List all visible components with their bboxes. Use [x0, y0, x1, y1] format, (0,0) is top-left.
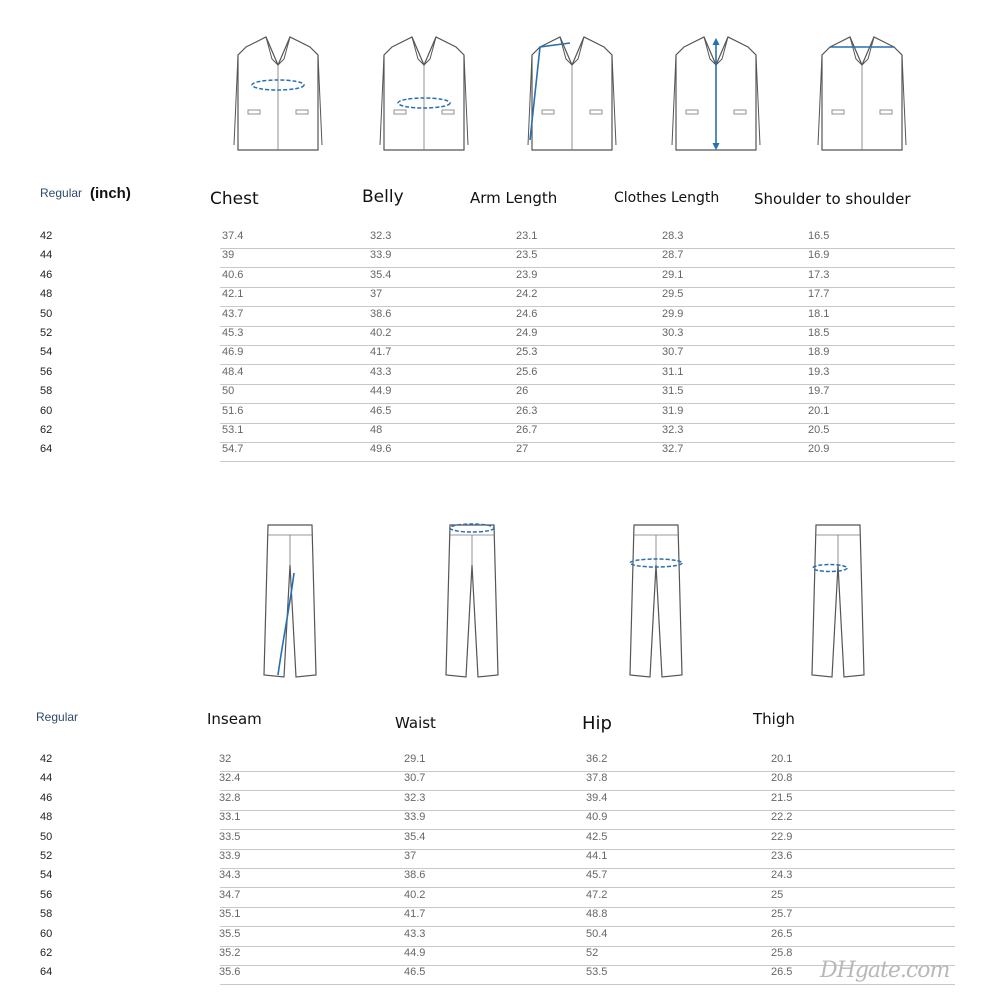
- size-label: 64: [40, 966, 53, 979]
- unit-label: (inch): [90, 185, 131, 202]
- table-row: [0, 346, 1000, 365]
- table-cell: 16.5: [808, 230, 830, 242]
- jacket-size-table: [0, 170, 1000, 470]
- table-cell: 40.2: [370, 327, 392, 339]
- table-cell: 51.6: [222, 404, 244, 417]
- table-cell: 48: [370, 424, 383, 436]
- table-row: [0, 792, 1000, 811]
- table-row: [0, 443, 1000, 462]
- table-cell: 33.5: [219, 830, 241, 843]
- size-label: 56: [40, 888, 53, 901]
- table-cell: 46.5: [404, 966, 426, 979]
- size-label: 46: [40, 268, 53, 281]
- table-cell: 28.7: [662, 249, 684, 262]
- table-cell: 44.1: [586, 850, 608, 862]
- table-cell: 25: [771, 888, 784, 901]
- size-label: 64: [40, 443, 53, 456]
- table-cell: 29.5: [662, 288, 684, 301]
- table-cell: 38.6: [404, 869, 426, 882]
- table-cell: 23.5: [516, 249, 538, 262]
- table-cell: 29.1: [662, 268, 684, 281]
- table-cell: 17.3: [808, 268, 830, 281]
- table-cell: 32: [219, 753, 232, 765]
- table-cell: 26.3: [516, 404, 538, 417]
- table-cell: 19.7: [808, 385, 830, 398]
- table-row: [0, 288, 1000, 307]
- table-cell: 35.1: [219, 908, 241, 921]
- table-cell: 35.2: [219, 947, 241, 959]
- table-cell: 30.3: [662, 327, 684, 339]
- row-divider: [220, 984, 955, 985]
- table-cell: 20.8: [771, 772, 793, 785]
- table-cell: 44.9: [404, 947, 426, 959]
- table-row: [0, 269, 1000, 288]
- table-cell: 20.1: [808, 404, 830, 417]
- header-shoulder: Shoulder to shoulder: [754, 190, 911, 208]
- header-clothes-length: Clothes Length: [614, 190, 720, 206]
- table-row: [0, 308, 1000, 327]
- table-row: [0, 869, 1000, 888]
- jacket-belly-icon: [380, 37, 468, 150]
- jacket-shoulder-icon: [818, 37, 906, 150]
- size-label: 58: [40, 385, 53, 398]
- table-cell: 26.7: [516, 424, 538, 436]
- table-cell: 29.9: [662, 307, 684, 320]
- table-cell: 23.6: [771, 850, 793, 862]
- pants-illustrations: [0, 515, 1000, 690]
- table-row: [0, 366, 1000, 385]
- table-cell: 42.1: [222, 288, 244, 301]
- table-row: [0, 831, 1000, 850]
- table-cell: 33.1: [219, 811, 241, 824]
- table-cell: 30.7: [662, 346, 684, 359]
- table-cell: 28.3: [662, 230, 684, 242]
- table-cell: 44.9: [370, 385, 392, 398]
- table-cell: 24.9: [516, 327, 538, 339]
- table-cell: 27: [516, 443, 529, 456]
- table-cell: 49.6: [370, 443, 392, 456]
- size-label: 58: [40, 908, 53, 921]
- row-divider: [220, 461, 955, 462]
- pants-hip-icon: [630, 525, 682, 677]
- pants-thigh-icon: [812, 525, 864, 677]
- header-arm-length: Arm Length: [470, 189, 558, 207]
- table-cell: 33.9: [219, 850, 241, 862]
- table-cell: 23.1: [516, 230, 538, 242]
- table-cell: 35.5: [219, 927, 241, 940]
- table-cell: 24.2: [516, 288, 538, 301]
- table-cell: 38.6: [370, 307, 392, 320]
- table-cell: 47.2: [586, 888, 608, 901]
- regular-label: Regular: [36, 710, 79, 724]
- table-cell: 18.9: [808, 346, 830, 359]
- size-label: 52: [40, 850, 53, 862]
- table-cell: 35.4: [370, 268, 392, 281]
- jacket-arm-length-icon: [528, 37, 616, 150]
- table-cell: 24.6: [516, 307, 538, 320]
- table-cell: 34.3: [219, 869, 241, 882]
- table-cell: 45.3: [222, 327, 244, 339]
- table-cell: 25.8: [771, 947, 793, 959]
- table-cell: 35.6: [219, 966, 241, 979]
- table-cell: 31.1: [662, 365, 684, 378]
- header-waist: Waist: [395, 714, 436, 732]
- table-cell: 43.7: [222, 307, 244, 320]
- table-cell: 18.1: [808, 307, 830, 320]
- table-row: [0, 908, 1000, 927]
- size-label: 52: [40, 327, 53, 339]
- table-cell: 45.7: [586, 869, 608, 882]
- table-cell: 41.7: [404, 908, 426, 921]
- table-cell: 25.7: [771, 908, 793, 921]
- table-cell: 40.9: [586, 811, 608, 824]
- size-label: 54: [40, 869, 53, 882]
- table-cell: 25.3: [516, 346, 538, 359]
- table-row: [0, 753, 1000, 772]
- size-label: 46: [40, 791, 53, 804]
- table-row: [0, 230, 1000, 249]
- watermark: DHgate.com: [820, 958, 950, 983]
- table-cell: 46.9: [222, 346, 244, 359]
- table-cell: 37.8: [586, 772, 608, 785]
- table-cell: 50.4: [586, 927, 608, 940]
- table-cell: 32.8: [219, 791, 241, 804]
- table-cell: 32.3: [404, 791, 426, 804]
- table-cell: 43.3: [404, 927, 426, 940]
- table-cell: 20.1: [771, 753, 793, 765]
- table-cell: 25.6: [516, 365, 538, 378]
- size-label: 48: [40, 811, 53, 824]
- table-cell: 50: [222, 385, 235, 398]
- table-cell: 39.4: [586, 791, 608, 804]
- table-cell: 48.4: [222, 365, 244, 378]
- size-label: 48: [40, 288, 53, 301]
- table-cell: 22.2: [771, 811, 793, 824]
- table-cell: 46.5: [370, 404, 392, 417]
- table-cell: 42.5: [586, 830, 608, 843]
- table-cell: 33.9: [404, 811, 426, 824]
- table-cell: 26: [516, 385, 529, 398]
- table-cell: 52: [586, 947, 599, 959]
- table-cell: 41.7: [370, 346, 392, 359]
- table-row: [0, 249, 1000, 268]
- size-label: 62: [40, 947, 53, 959]
- table-cell: 30.7: [404, 772, 426, 785]
- pants-inseam-icon: [264, 525, 316, 677]
- header-inseam: Inseam: [207, 710, 262, 728]
- table-row: [0, 811, 1000, 830]
- table-cell: 40.6: [222, 268, 244, 281]
- table-row: [0, 889, 1000, 908]
- table-cell: 35.4: [404, 830, 426, 843]
- jacket-illustrations: [0, 0, 1000, 160]
- table-cell: 37.4: [222, 230, 244, 242]
- size-label: 42: [40, 753, 53, 765]
- table-cell: 17.7: [808, 288, 830, 301]
- jacket-chest-icon: [234, 37, 322, 150]
- table-cell: 40.2: [404, 888, 426, 901]
- table-cell: 37: [404, 850, 417, 862]
- table-cell: 32.4: [219, 772, 241, 785]
- table-row: [0, 327, 1000, 346]
- pants-size-table: [0, 700, 1000, 1000]
- table-cell: 53.5: [586, 966, 608, 979]
- jacket-clothes-length-icon: [672, 37, 760, 150]
- table-cell: 33.9: [370, 249, 392, 262]
- size-label: 62: [40, 424, 53, 436]
- size-label: 60: [40, 927, 53, 940]
- size-label: 50: [40, 830, 53, 843]
- header-chest: Chest: [210, 189, 259, 209]
- table-cell: 32.3: [662, 424, 684, 436]
- table-cell: 29.1: [404, 753, 426, 765]
- table-cell: 22.9: [771, 830, 793, 843]
- table-row: [0, 424, 1000, 443]
- table-cell: 20.9: [808, 443, 830, 456]
- table-row: [0, 405, 1000, 424]
- header-hip: Hip: [582, 713, 612, 734]
- table-cell: 31.9: [662, 404, 684, 417]
- table-cell: 32.3: [370, 230, 392, 242]
- table-cell: 36.2: [586, 753, 608, 765]
- table-cell: 54.7: [222, 443, 244, 456]
- size-label: 44: [40, 249, 53, 262]
- table-cell: 26.5: [771, 927, 793, 940]
- table-cell: 18.5: [808, 327, 830, 339]
- table-cell: 37: [370, 288, 383, 301]
- table-cell: 31.5: [662, 385, 684, 398]
- table-row: [0, 928, 1000, 947]
- header-belly: Belly: [362, 187, 404, 207]
- size-label: 56: [40, 365, 53, 378]
- table-cell: 24.3: [771, 869, 793, 882]
- table-cell: 34.7: [219, 888, 241, 901]
- table-cell: 53.1: [222, 424, 244, 436]
- size-label: 42: [40, 230, 53, 242]
- size-label: 60: [40, 404, 53, 417]
- table-cell: 32.7: [662, 443, 684, 456]
- regular-label: Regular: [40, 186, 83, 200]
- table-row: [0, 850, 1000, 869]
- table-cell: 23.9: [516, 268, 538, 281]
- table-cell: 19.3: [808, 365, 830, 378]
- table-cell: 26.5: [771, 966, 793, 979]
- table-cell: 48.8: [586, 908, 608, 921]
- table-cell: 21.5: [771, 791, 793, 804]
- pants-waist-icon: [446, 524, 498, 677]
- table-cell: 43.3: [370, 365, 392, 378]
- table-row: [0, 772, 1000, 791]
- size-label: 50: [40, 307, 53, 320]
- table-cell: 39: [222, 249, 235, 262]
- header-thigh: Thigh: [753, 710, 795, 728]
- size-label: 44: [40, 772, 53, 785]
- table-row: [0, 385, 1000, 404]
- table-cell: 20.5: [808, 424, 830, 436]
- table-cell: 16.9: [808, 249, 830, 262]
- size-label: 54: [40, 346, 53, 359]
